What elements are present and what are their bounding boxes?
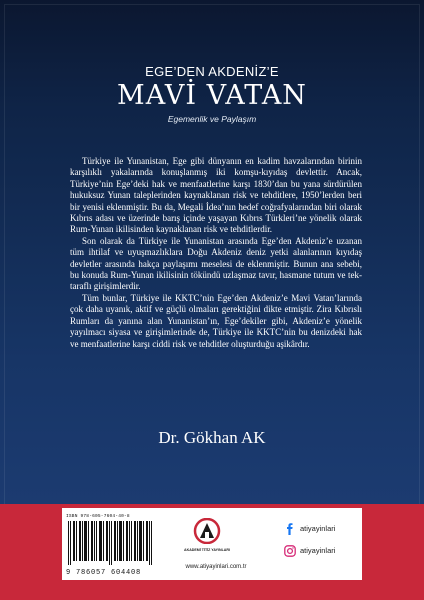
publisher-logo — [176, 518, 238, 552]
instagram-icon — [284, 545, 296, 557]
title-block — [0, 64, 424, 125]
publisher-logo-icon — [192, 518, 222, 544]
blurb-paragraph-2: Son olarak da Türkiye ile Yunanistan arasında Ege’den Akdeniz’e uzanan tüm ihtilaf ve uyuşmazlıklara Doğu Akdeniz deniz yetki alanlarının kıyıdaş devletler arasında hakça paylaşımı meselesi de eklenmiştir. Bunun ana sebebi, bu konuda Rum-Yunan ikilisinin tökündü uzlaşmaz tavır, hasmane tutum ve tek-taraflı girişimlerdir. — [70, 235, 362, 292]
facebook-link[interactable] — [284, 522, 364, 536]
author-name: Dr. Gökhan AK — [158, 428, 266, 447]
book-title: MAVİ VATAN — [117, 80, 307, 111]
barcode-number: 9 786057 604408 — [66, 569, 142, 577]
publisher-website[interactable]: www.atiyayinlari.com.tr — [185, 564, 247, 570]
facebook-icon — [284, 523, 296, 535]
instagram-link[interactable] — [284, 544, 364, 558]
blurb — [70, 156, 362, 350]
barcode-block — [66, 514, 158, 576]
facebook-handle: atiyayinlari — [300, 524, 336, 534]
blurb-paragraph-1: Türkiye ile Yunanistan, Ege gibi dünyanın en kadim havzalarından birinin karşılıklı yakalarında konuşlanmış iki komşu-kıyıdaş devlettir. Ancak, Türkiye’nin Ege’deki hak ve menfaatlerine karşı 1830’dan bu yana sürdürülen hukuksuz Yunan taleplerinden kaynaklanan risk ve tehditlere, 1950’lerden beri bir yenisi eklenmiştir. Bu da, Megali İdea’nın hedef coğrafyalarından biri olarak Kıbrıs adası ve üzerinde barış içinde yaşayan Kıbrıs Türkleri’ne yönelik olarak Rum-Yunan ikilisinden kaynaklanan risk ve tehditlerdir. — [70, 156, 362, 235]
publisher-caption: AKADEMİ TİTİZ YAYINLARI — [184, 548, 230, 552]
pre-title: EGE’DEN AKDENİZ’E — [145, 64, 279, 79]
barcode — [66, 521, 154, 565]
instagram-handle: atiyayinlari — [300, 546, 336, 556]
book-subtitle: Egemenlik ve Paylaşım — [167, 114, 257, 124]
isbn-label: ISBN 978-605-7604-40-8 — [66, 514, 130, 519]
blurb-paragraph-3: Tüm bunlar, Türkiye ile KKTC’nin Ege’den Akdeniz’e Mavi Vatan’larında çok daha uyanık, aktif ve güçlü olmaları gerektiğini dikte etmiştir. Zira Kıbrıslı Rumları da yanına alan Yunanistan’ın, Ege’dekiler gibi, Akdeniz’e yönelik yayılmacı siyasa ve girişimlerinde de, Türkiye ile KKTC’nin bu denizdeki hak ve menfaatlerine karşı ciddi risk ve tehditler oluşturduğu aşikârdır. — [70, 292, 362, 349]
publisher-panel — [62, 508, 362, 580]
